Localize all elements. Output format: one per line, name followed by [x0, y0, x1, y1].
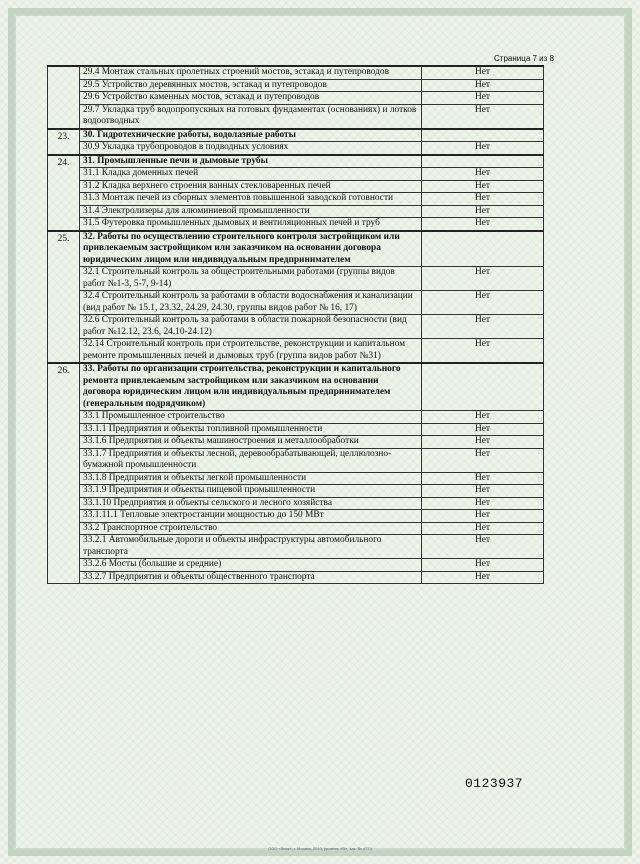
table-row [48, 339, 544, 364]
table-row [48, 180, 544, 193]
work-type-name: 31.2 Кладка верхнего строения ванных стекловаренных печей [80, 180, 422, 193]
permission-value: Нет [422, 92, 544, 105]
permission-value: Нет [422, 291, 544, 315]
table-row [48, 92, 544, 105]
table-row [48, 436, 544, 449]
permission-value: Нет [422, 339, 544, 364]
permission-value: Нет [422, 142, 544, 155]
table-row [48, 315, 544, 339]
permission-value: Нет [422, 535, 544, 559]
permission-value: Нет [422, 205, 544, 218]
section-header-row [48, 129, 544, 142]
footer-imprint: ООО «Знак», г. Москва, 2010, уровень «В», зак. № 4774 [268, 846, 372, 851]
table-row [48, 66, 544, 79]
table-row [48, 472, 544, 485]
permission-value: Нет [422, 497, 544, 510]
permission-value: Нет [422, 472, 544, 485]
permission-value: Нет [422, 522, 544, 535]
section-header-row [48, 155, 544, 168]
section-number: 26. [48, 363, 80, 584]
table-row [48, 205, 544, 218]
page-label: Страница 7 из 8 [494, 54, 554, 63]
work-type-name: 33.1.11.1 Тепловые электростанции мощностью до 150 МВт [80, 510, 422, 523]
work-type-name: 33.2 Транспортное строительство [80, 522, 422, 535]
permission-value: Нет [422, 423, 544, 436]
table-row [48, 571, 544, 584]
permission-value: Нет [422, 411, 544, 424]
work-type-name: 30.9 Укладка трубопроводов в подводных условиях [80, 142, 422, 155]
permissions-table [47, 65, 544, 584]
work-type-name: 31.1 Кладка доменных печей [80, 168, 422, 181]
section-value-empty [422, 155, 544, 168]
section-number: 25. [48, 231, 80, 364]
table-row [48, 291, 544, 315]
table-row [48, 411, 544, 424]
work-type-name: 32.1 Строительный контроль за общестроительными работами (группы видов работ №1-3, 5-7, 9-14) [80, 267, 422, 291]
work-type-name: 31.5 Футеровка промышленных дымовых и вентиляционных печей и труб [80, 218, 422, 231]
table-row [48, 510, 544, 523]
table-row [48, 423, 544, 436]
permission-value: Нет [422, 448, 544, 472]
section-number [48, 66, 80, 129]
work-type-name: 33.1.10 Предприятия и объекты сельского и лесного хозяйства [80, 497, 422, 510]
table-row [48, 559, 544, 572]
work-type-name: 32.6 Строительный контроль за работами в области пожарной безопасности (вид работ №12.12, 23.6, 24.10-24.12) [80, 315, 422, 339]
permission-value: Нет [422, 66, 544, 79]
section-header-row [48, 231, 544, 267]
permission-value: Нет [422, 168, 544, 181]
work-type-name: 29.4 Монтаж стальных пролетных строений мостов, эстакад и путепроводов [80, 66, 422, 79]
section-title: 33. Работы по организации строительства, реконструкции и капитального ремонта привлекаемым застройщиком или заказчиком на основании договора юридическим лицом или индивидуальным предпринимателем (генеральным подрядчиком) [80, 363, 422, 411]
table-row [48, 168, 544, 181]
permission-value: Нет [422, 436, 544, 449]
work-type-name: 33.1.8 Предприятия и объекты легкой промышленности [80, 472, 422, 485]
permission-value: Нет [422, 485, 544, 498]
work-type-name: 29.7 Укладка труб водопропускных на готовых фундаментах (основаниях) и лотков водоотводных [80, 104, 422, 129]
permission-value: Нет [422, 571, 544, 584]
work-type-name: 33.1.7 Предприятия и объекты лесной, деревообрабатывающей, целлюлозно-бумажной промышленности [80, 448, 422, 472]
section-title: 30. Гидротехнические работы, водолазные работы [80, 129, 422, 142]
section-title: 32. Работы по осуществлению строительного контроля застройщиком или привлекаемым застройщиком или заказчиком на основании договора юридическим лицом или индивидуальным предпринимателем [80, 231, 422, 267]
work-type-name: 29.6 Устройство каменных мостов, эстакад и путепроводов [80, 92, 422, 105]
section-number: 24. [48, 155, 80, 231]
work-type-name: 33.1.1 Предприятия и объекты топливной промышленности [80, 423, 422, 436]
table-row [48, 448, 544, 472]
table-row [48, 79, 544, 92]
work-type-name: 33.1 Промышленное строительство [80, 411, 422, 424]
section-value-empty [422, 231, 544, 267]
table-row [48, 267, 544, 291]
section-value-empty [422, 363, 544, 411]
permission-value: Нет [422, 559, 544, 572]
table-row [48, 535, 544, 559]
table-row [48, 193, 544, 206]
permission-value: Нет [422, 267, 544, 291]
permission-value: Нет [422, 315, 544, 339]
permission-value: Нет [422, 510, 544, 523]
table-row [48, 142, 544, 155]
permission-value: Нет [422, 104, 544, 129]
section-title: 31. Промышленные печи и дымовые трубы [80, 155, 422, 168]
permission-value: Нет [422, 218, 544, 231]
work-type-name: 32.14 Строительный контроль при строительстве, реконструкции и капитальном ремонте промышленных печей и дымовых труб (группа видов работ №31) [80, 339, 422, 364]
work-type-name: 33.1.6 Предприятия и объекты машиностроения и металлообработки [80, 436, 422, 449]
section-header-row [48, 363, 544, 411]
serial-number: 0123937 [465, 776, 524, 791]
permission-value: Нет [422, 193, 544, 206]
permission-value: Нет [422, 180, 544, 193]
table-row [48, 218, 544, 231]
work-type-name: 33.2.1 Автомобильные дороги и объекты инфраструктуры автомобильного транспорта [80, 535, 422, 559]
table-row [48, 522, 544, 535]
table-row [48, 104, 544, 129]
permission-value: Нет [422, 79, 544, 92]
work-type-name: 32.4 Строительный контроль за работами в области водоснабжения и канализации (вид работ № 15.1, 23.32, 24.29, 24.30, группы видов работ № 16, 17) [80, 291, 422, 315]
work-type-name: 33.1.9 Предприятия и объекты пищевой промышленности [80, 485, 422, 498]
work-type-name: 33.2.7 Предприятия и объекты общественного транспорта [80, 571, 422, 584]
work-type-name: 31.4 Электролизеры для алюминиевой промышленности [80, 205, 422, 218]
work-type-name: 31.3 Монтаж печей из сборных элементов повышенной заводской готовности [80, 193, 422, 206]
section-number: 23. [48, 129, 80, 155]
work-type-name: 33.2.6 Мосты (большие и средние) [80, 559, 422, 572]
table-row [48, 485, 544, 498]
table-row [48, 497, 544, 510]
section-value-empty [422, 129, 544, 142]
work-type-name: 29.5 Устройство деревянных мостов, эстакад и путепроводов [80, 79, 422, 92]
